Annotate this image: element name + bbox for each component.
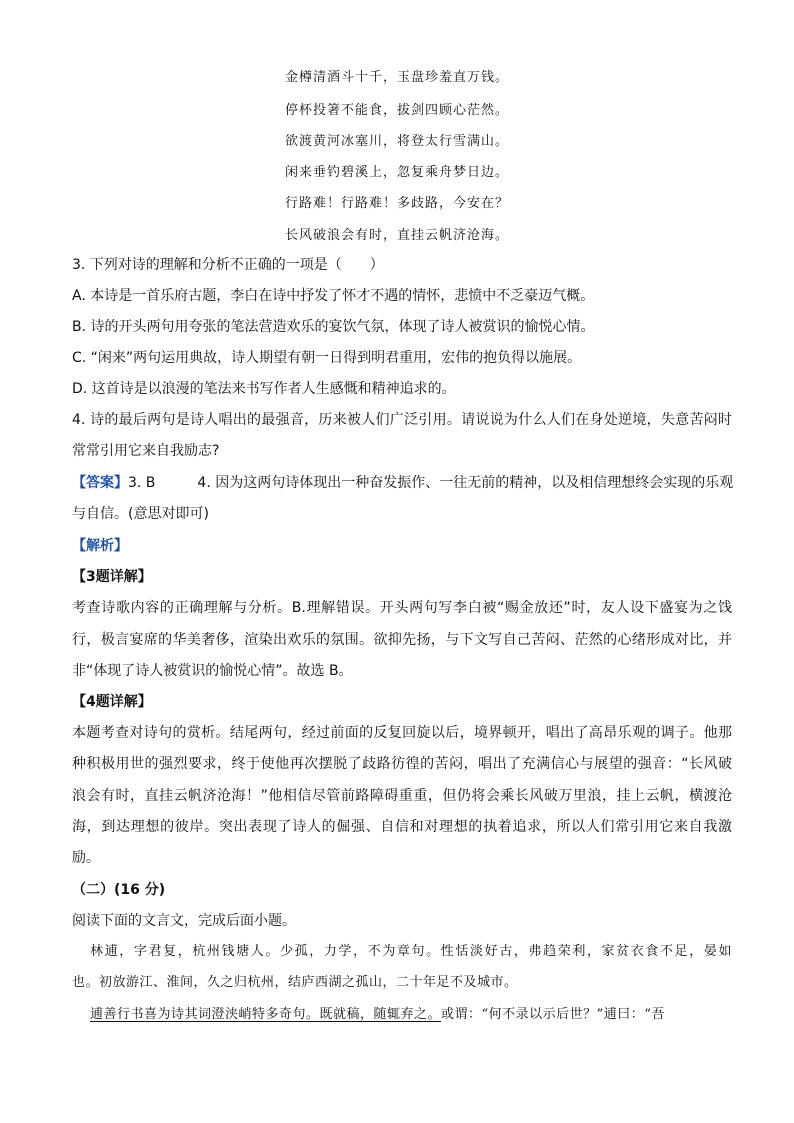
answer-tag: 【答案】 (72, 475, 128, 491)
question-3-option-c: C. “闲来”两句运用典故，诗人期望有朝一日得到明君重用，宏伟的抱负得以施展。 (72, 350, 582, 366)
question-3-stem: 3. 下列对诗的理解和分析不正确的一项是（ ） (72, 257, 384, 273)
detail-4-text: 励。 (72, 850, 100, 866)
analysis-tag: 【解析】 (72, 538, 128, 554)
answer-text: 3. B 4. 因为这两句诗体现出一种奋发振作、一往无前的精神，以及相信理想终会实现的乐观 (128, 475, 734, 491)
passage-text (90, 1005, 732, 1025)
passage-text: 林逋，字君复，杭州钱塘人。少孤，力学，不为章句。性恬淡好古，弗趋荣利，家贫衣食不足，晏如 (90, 944, 732, 959)
passage-text-rest: 或谓：“何不录以示后世？”逋曰：“吾 (441, 1007, 665, 1022)
detail-4-text: 种积极用世的强烈要求，终于使他再次摆脱了歧路彷徨的苦闷，唱出了充满信心与展望的强音：“长风破 (72, 756, 732, 772)
question-4-stem: 4. 诗的最后两句是诗人唱出的最强音，历来被人们广泛引用。请说说为什么人们在身处逆境，失意苦闷时 (72, 412, 732, 428)
poem-line: 欲渡黄河冰塞川，将登太行雪满山。 (284, 134, 509, 149)
poem-line: 长风破浪会有时，直挂云帆济沧海。 (284, 228, 509, 243)
section-intro: 阅读下面的文言文，完成后面小题。 (72, 913, 296, 929)
question-4-stem-continued: 常常引用它来自我励志? (72, 443, 220, 459)
section-heading: （二）(16 分) (72, 882, 166, 898)
underlined-sentence: 逋善行书喜为诗其词澄浃峭特多奇句。既就稿，随辄弃之。 (90, 1007, 442, 1022)
question-3-option-d: D. 这首诗是以浪漫的笔法来书写作者人生感慨和精神追求的。 (72, 381, 456, 397)
detail-4-text: 浪会有时，直挂云帆济沧海！”他相信尽管前路障碍重重，但仍将会乘长风破万里浪，挂上云帆，横渡沧 (72, 788, 732, 804)
detail-4-text: 海，到达理想的彼岸。突出表现了诗人的倔强、自信和对理想的执着追求，所以人们常引用它来自我激 (72, 819, 732, 835)
detail-3-text: 行，极言宴席的华美奢侈，渲染出欢乐的氛围。欲抑先扬，与下文写自己苦闷、茫然的心绪形成对比，并 (72, 632, 732, 648)
passage-text: 也。初放游江、淮间，久之归杭州，结庐西湖之孤山，二十年足不及城市。 (72, 975, 518, 990)
poem-line: 闲来垂钓碧溪上，忽复乘舟梦日边。 (284, 165, 509, 180)
poem-line: 行路难！行路难！多歧路，今安在？ (284, 196, 509, 211)
poem-line: 金樽清酒斗十千，玉盘珍羞直万钱。 (284, 70, 509, 85)
poem-line: 停杯投箸不能食，拔剑四顾心茫然。 (284, 103, 509, 118)
detail-4-text: 本题考查对诗句的赏析。结尾两句，经过前面的反复回旋以后，境界顿开，唱出了高昂乐观的调子。他那 (72, 725, 732, 741)
question-3-option-a: A. 本诗是一首乐府古题，李白在诗中抒发了怀才不遇的情怀，悲愤中不乏豪迈气概。 (72, 288, 595, 304)
detail-3-tag: 【3题详解】 (72, 569, 152, 585)
question-3-option-b: B. 诗的开头两句用夸张的笔法营造欢乐的宴饮气氛，体现了诗人被赏识的愉悦心情。 (72, 319, 595, 335)
detail-3-text: 考查诗歌内容的正确理解与分析。B.理解错误。开头两句写李白被“赐金放还”时，友人设下盛宴为之饯 (72, 600, 732, 616)
answer-line (72, 473, 732, 493)
detail-4-tag: 【4题详解】 (72, 694, 152, 710)
answer-line-continued: 与自信。(意思对即可) (72, 506, 209, 522)
detail-3-text: 非“体现了诗人被赏识的愉悦心情”。故选 B。 (72, 663, 353, 679)
